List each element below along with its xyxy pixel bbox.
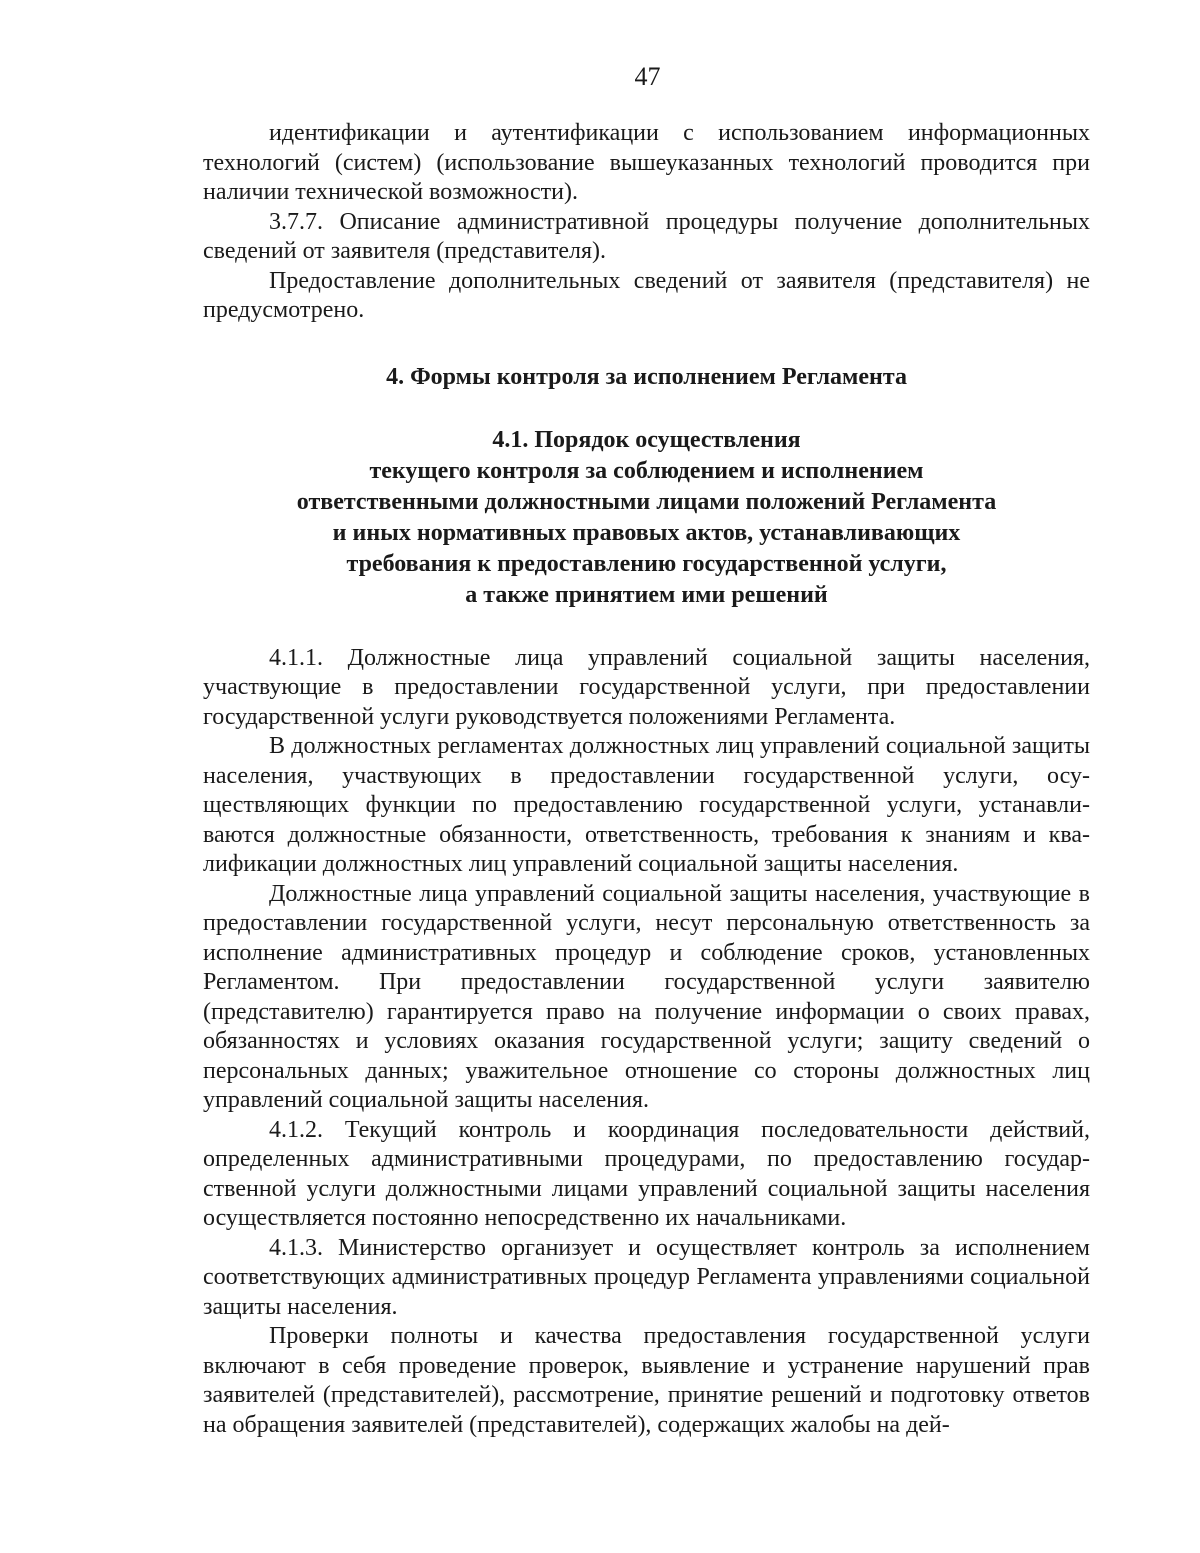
paragraph-3-7-7: 3.7.7. Описание административной процедуры получение дополнительных сведений от заявителя (представителя). <box>203 208 1090 264</box>
paragraph-4-1-2: 4.1.2. Текущий контроль и координация последовательности действий, определенных административными процедурами, по предоставлению государственной услуги должностными лицами управлений социальной защиты населения осуществляется постоянно непосредственно их начальниками. <box>203 1116 1090 1231</box>
subsection-heading-line: текущего контроля за соблюдением и исполнением <box>369 457 924 484</box>
subsection-heading-4-1 <box>203 425 1090 611</box>
section-heading-4: 4. Формы контроля за исполнением Регламента <box>386 363 907 390</box>
paragraph-no-additional-info: Предоставление дополнительных сведений от заявителя (представителя) не предусмотрено. <box>203 267 1090 323</box>
body-paragraphs <box>203 644 1090 1441</box>
page-number: 47 <box>634 62 661 91</box>
subsection-heading-line: требования к предоставлению государственной услуги, <box>346 550 947 577</box>
subsection-heading-line: 4.1. Порядок осуществления <box>492 426 801 453</box>
subsection-heading-line: и иных нормативных правовых актов, устанавливающих <box>332 519 961 546</box>
paragraph-4-1-1: 4.1.1. Должностные лица управлений социальной защиты населения, участвующие в предоставлении государственной услуги, при предоставлении государственной услуги руководствуется положениями Регламента. <box>203 644 1090 730</box>
paragraph-inspections: Проверки полноты и качества предоставления государственной услуги включают в себя проведение проверок, выявление и устранение нарушений прав заявителей (представителей), рассмотрение, принятие решений и подготовку ответов на обращения заявителей (представителей), содержащих жалобы на дей- <box>203 1323 1090 1438</box>
paragraph-personal-responsibility: Должностные лица управлений социальной защиты населения, участвующие в предоставлении государственной услуги, несут персональную ответственность за исполнение административных процедур и соблюдение сроков, установленных Регламентом. При предоставлении государственной услуги заявителю (представителю) гарантируется право на получение информации о своих правах, обязанностях и условиях оказания государственной услуги; защиту сведений о персональных данных; уважительное отношение со стороны должностных лиц управлений социальной защиты населения. <box>203 880 1090 1113</box>
document-body <box>203 119 1090 1440</box>
subsection-heading-line: ответственными должностными лицами положений Регламента <box>296 488 997 515</box>
paragraph-4-1-3: 4.1.3. Министерство организует и осуществляет контроль за исполнением соответствующих административных процедур Регламента управлениями социальной защиты населения. <box>203 1234 1090 1320</box>
paragraph-identification-end: идентификации и аутентификации с использованием информационных технологий (систем) (использование вышеуказанных технологий проводится при наличии технической возможности). <box>203 120 1090 205</box>
subsection-heading-line: а также принятием ими решений <box>465 581 828 608</box>
paragraph-job-regulations: В должностных регламентах должностных лиц управлений социальной защиты населения, участвующих в предоставлении государственной услуги, осуществляющих функции по предоставлению государственной услуги, устанавливаются должностные обязанности, ответственность, требования к знаниям и квалификации должностных лиц управлений социальной защиты населения. <box>203 733 1090 877</box>
